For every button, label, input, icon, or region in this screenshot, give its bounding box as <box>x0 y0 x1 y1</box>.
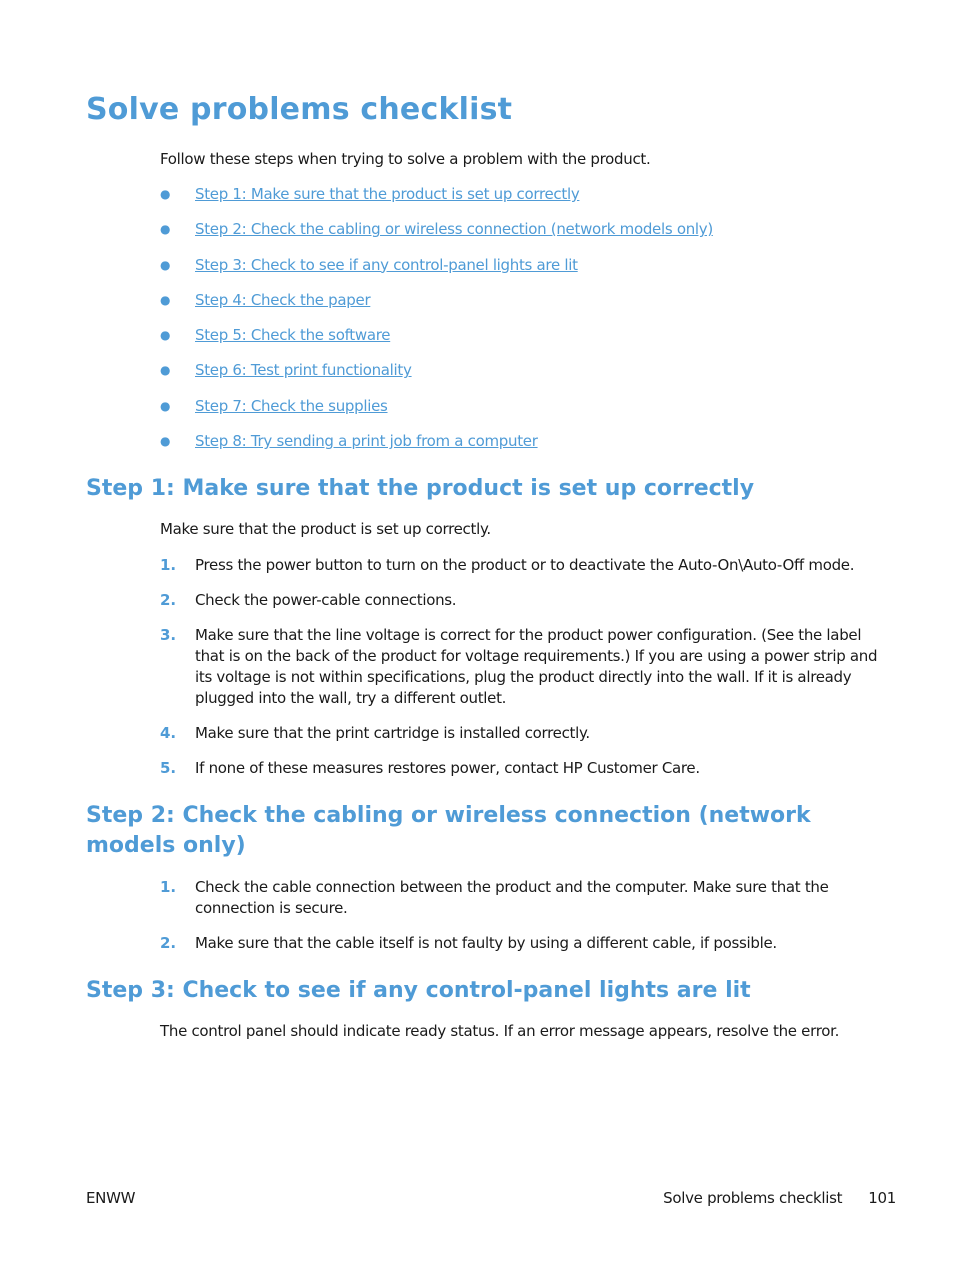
bullet-icon: ● <box>160 187 171 201</box>
list-item <box>160 590 885 611</box>
step-text: If none of these measures restores power, contact HP Customer Care. <box>195 759 700 777</box>
footer-section-title: Solve problems checklist <box>663 1189 843 1207</box>
bullet-icon: ● <box>160 328 171 343</box>
intro-text: Follow these steps when trying to solve a problem with the product. <box>160 150 651 168</box>
page-number: 101 <box>868 1189 896 1207</box>
toc-link-step-6[interactable]: Step 6: Test print functionality <box>195 361 412 380</box>
toc-link-step-5[interactable]: Step 5: Check the software <box>195 326 391 345</box>
list-item <box>160 625 885 709</box>
step-number: 5. <box>160 759 177 777</box>
toc-link-step-1[interactable]: Step 1: Make sure that the product is set up correctly <box>195 185 580 203</box>
step1-intro: Make sure that the product is set up correctly. <box>160 520 491 538</box>
bullet-icon: ● <box>160 257 171 272</box>
toc-link-step-4[interactable]: Step 4: Check the paper <box>195 290 371 309</box>
step2-heading: Step 2: Check the cabling or wireless connection (network models only) <box>86 803 811 858</box>
step-number: 4. <box>160 724 177 742</box>
step-text: Make sure that the print cartridge is installed correctly. <box>195 724 590 742</box>
toc-link-step-3[interactable]: Step 3: Check to see if any control-panel lights are lit <box>195 255 578 274</box>
footer-left-label: ENWW <box>86 1189 136 1207</box>
bullet-icon: ● <box>160 222 171 237</box>
step-text: Press the power button to turn on the product or to deactivate the Auto-On\Auto-Off mode. <box>195 556 855 574</box>
step-text: Make sure that the line voltage is correct for the product power configuration. (See the label that is on the back of the product for voltage requirements.) If you are using a power strip and its voltage is not within specifications, plug the product directly into the wall. If it is already plugged into the wall, try a different outlet. <box>195 626 878 707</box>
toc-link-step-2[interactable]: Step 2: Check the cabling or wireless connection (network models only) <box>195 220 713 239</box>
step-number: 1. <box>160 556 177 574</box>
step-number: 2. <box>160 591 177 609</box>
step-text: Check the power-cable connections. <box>195 591 457 609</box>
list-item <box>160 555 885 576</box>
step-number: 3. <box>160 626 177 644</box>
page-title: Solve problems checklist <box>86 92 513 127</box>
list-item <box>160 723 885 744</box>
bullet-icon: ● <box>160 363 171 378</box>
step-text: Check the cable connection between the product and the computer. Make sure that the connection is secure. <box>195 878 829 917</box>
list-item <box>160 933 885 954</box>
bullet-icon: ● <box>160 292 171 307</box>
step-text: Make sure that the cable itself is not faulty by using a different cable, if possible. <box>195 934 777 952</box>
bullet-icon: ● <box>160 398 171 413</box>
toc-link-step-8[interactable]: Step 8: Try sending a print job from a computer <box>195 432 538 451</box>
list-item <box>160 877 885 919</box>
step3-text: The control panel should indicate ready status. If an error message appears, resolve the error. <box>160 1022 840 1040</box>
step-number: 1. <box>160 878 177 896</box>
step1-heading: Step 1: Make sure that the product is set up correctly <box>86 476 755 501</box>
list-item <box>160 758 885 779</box>
step-number: 2. <box>160 934 177 952</box>
toc-link-step-7[interactable]: Step 7: Check the supplies <box>195 396 388 415</box>
footer-right <box>663 1188 896 1209</box>
bullet-icon: ● <box>160 434 171 449</box>
step3-heading: Step 3: Check to see if any control-panel lights are lit <box>86 978 751 1003</box>
